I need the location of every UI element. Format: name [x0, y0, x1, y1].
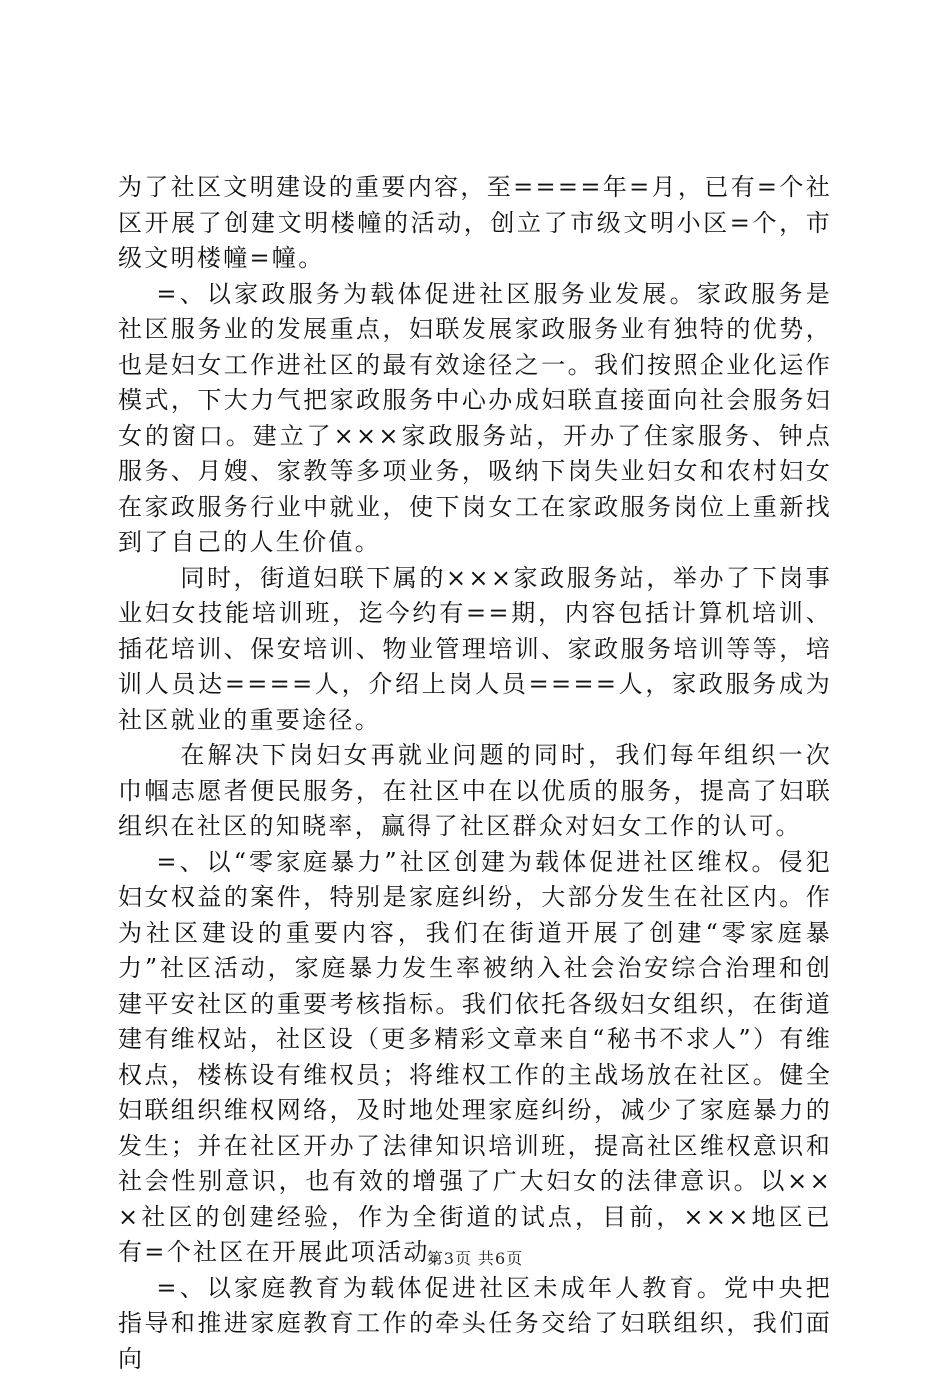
page-number-footer: 第3页 共6页 — [0, 1246, 950, 1269]
document-body — [118, 170, 832, 1377]
paragraph-2: =、以家政服务为载体促进社区服务业发展。家政服务是社区服务业的发展重点，妇联发展家政服务业有独特的优势，也是妇女工作进社区的最有效途径之一。我们按照企业化运作模式，下大力气把家政服务中心办成妇联直接面向社会服务妇女的窗口。建立了×××家政服务站，开办了住家服务、钟点服务、月嫂、家教等多项业务，吸纳下岗失业妇女和农村妇女在家政服务行业中就业，使下岗女工在家政服务岗位上重新找到了自己的人生价值。 — [118, 277, 832, 561]
paragraph-5: =、以“零家庭暴力”社区创建为载体促进社区维权。侵犯妇女权益的案件，特别是家庭纠纷，大部分发生在社区内。作为社区建设的重要内容，我们在街道开展了创建“零家庭暴力”社区活动，家庭暴力发生率被纳入社会治安综合治理和创建平安社区的重要考核指标。我们依托各级妇女组织，在街道建有维权站，社区设（更多精彩文章来自“秘书不求人”）有维权点，楼栋设有维权员；将维权工作的主战场放在社区。健全妇联组织维权网络，及时地处理家庭纠纷，减少了家庭暴力的发生；并在社区开办了法律知识培训班，提高社区维权意识和社会性别意识，也有效的增强了广大妇女的法律意识。以×××社区的创建经验，作为全街道的试点，目前，×××地区已有=个社区在开展此项活动。 — [118, 845, 832, 1271]
paragraph-1: 为了社区文明建设的重要内容，至====年=月，已有=个社区开展了创建文明楼幢的活动，创立了市级文明小区=个，市级文明楼幢=幢。 — [118, 170, 832, 277]
paragraph-4: 在解决下岗妇女再就业问题的同时，我们每年组织一次巾帼志愿者便民服务，在社区中在以优质的服务，提高了妇联组织在社区的知晓率，赢得了社区群众对妇女工作的认可。 — [118, 738, 832, 845]
paragraph-3: 同时，街道妇联下属的×××家政服务站，举办了下岗事业妇女技能培训班，迄今约有==期，内容包括计算机培训、插花培训、保安培训、物业管理培训、家政服务培训等等，培训人员达====人，介绍上岗人员====人，家政服务成为社区就业的重要途径。 — [118, 561, 832, 739]
paragraph-6: =、以家庭教育为载体促进社区未成年人教育。党中央把指导和推进家庭教育工作的牵头任务交给了妇联组织，我们面向 — [118, 1271, 832, 1377]
